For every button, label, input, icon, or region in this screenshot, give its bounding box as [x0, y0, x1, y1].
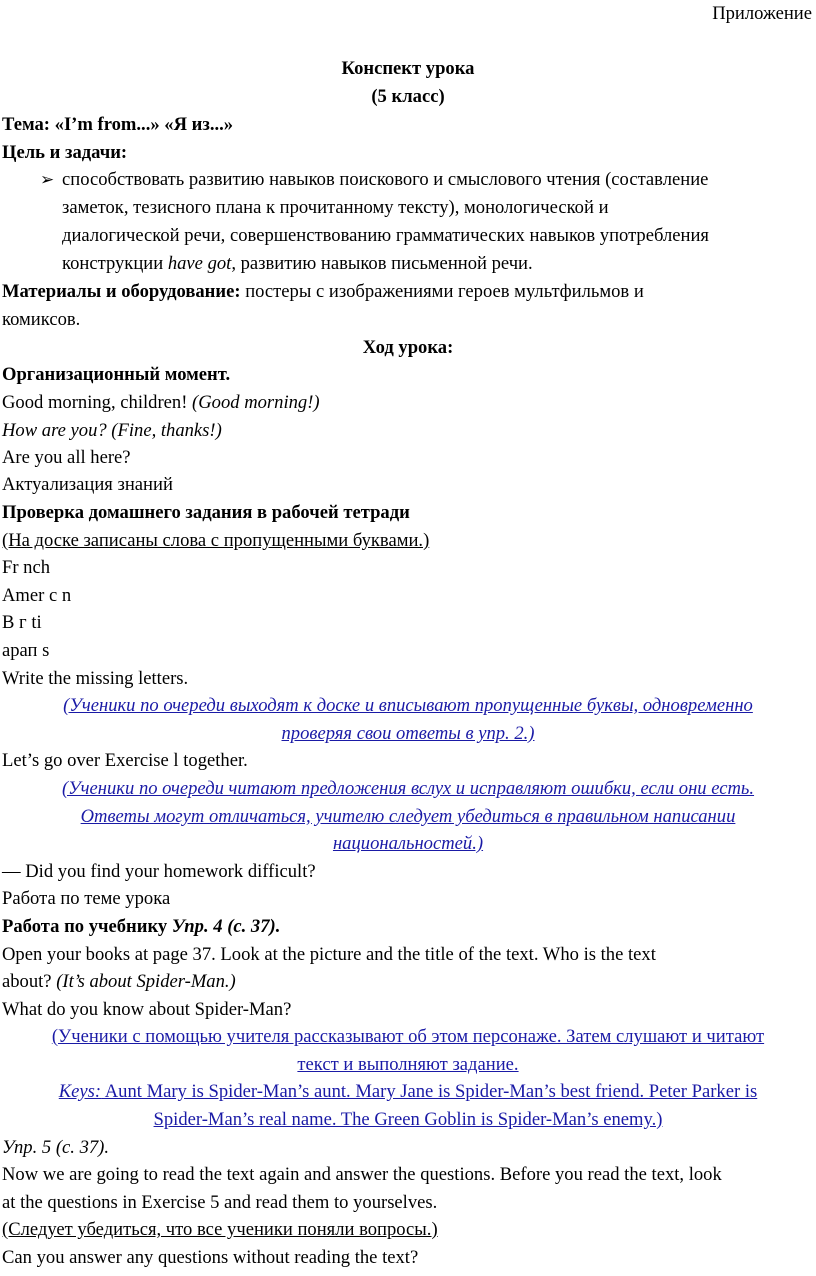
teacher-note: текст и выполняют задание.: [297, 1054, 519, 1075]
keys-label: Keys:: [58, 1081, 102, 1102]
teacher-note: проверяя свои ответы в упр. 2.): [281, 723, 535, 744]
goals-line: способствовать развитию навыков поискового и смыслового чтения (составление: [62, 169, 709, 190]
goals-line: диалогической речи, совершенствованию грамматических навыков употребления: [62, 225, 709, 246]
bullet-arrow-icon: ➢: [40, 170, 55, 189]
board-note: (На доске записаны слова с пропущенными буквами.): [2, 530, 430, 551]
about-line: [2, 968, 812, 996]
textbook-label: Работа по учебнику: [2, 916, 172, 937]
keys-line: [0, 1078, 816, 1106]
goals-line: заметок, тезисного плана к прочитанному тексту), монологической и: [62, 197, 609, 218]
materials-cont: комиксов.: [2, 309, 81, 330]
open-books: Open your books at page 37. Look at the picture and the title of the text. Who is the text: [2, 944, 656, 965]
goals-construction: have got,: [167, 253, 236, 274]
teacher-note: Ответы могут отличаться, учителю следует убедиться в правильном написании: [80, 806, 736, 827]
topic-line: [2, 111, 812, 139]
word-item: Amer с n: [2, 585, 72, 606]
goals-line: [62, 250, 812, 278]
know-question: What do you know about Spider-Man?: [2, 999, 292, 1020]
actualization: Актуализация знаний: [2, 474, 173, 495]
topic-value: «I’m from...» «Я из...»: [54, 114, 234, 135]
homework-heading: Проверка домашнего задания в рабочей тетради: [2, 502, 410, 523]
exercise-5: Упр. 5 (с. 37).: [2, 1137, 110, 1158]
course-heading: Ход урока:: [362, 337, 454, 358]
org-heading: Организационный момент.: [2, 364, 231, 385]
materials-line: [2, 278, 812, 306]
about-text: about?: [2, 971, 57, 992]
all-here: Are you all here?: [2, 447, 131, 468]
keys-line: Spider-Man’s real name. The Green Goblin is Spider-Man’s enemy.): [153, 1109, 663, 1130]
topic-work: Работа по теме урока: [2, 888, 171, 909]
teacher-note: (Ученики по очереди выходят к доске и вписывают пропущенные буквы, одновременно: [63, 695, 753, 716]
materials-label: Материалы и оборудование:: [2, 281, 241, 302]
teacher-note: (Ученики с помощью учителя рассказывают об этом персонаже. Затем слушают и читают: [51, 1026, 765, 1047]
difficult-question: — Did you find your homework difficult?: [2, 861, 316, 882]
greeting-line: [2, 389, 812, 417]
greeting: Good morning, children!: [2, 392, 193, 413]
about-answer: (It’s about Spider-Man.): [56, 971, 236, 992]
instruction: Write the missing letters.: [2, 668, 189, 689]
goals-text: конструкции: [62, 253, 168, 274]
goals-label: Цель и задачи:: [2, 142, 128, 163]
check-note: (Следует убедиться, что все ученики поняли вопросы.): [2, 1219, 438, 1240]
can-answer: Can you answer any questions without reading the text?: [2, 1247, 419, 1268]
read-again: Now we are going to read the text again and answer the questions. Before you read the text, look: [2, 1164, 722, 1185]
lesson-title: Конспект урока: [341, 58, 475, 79]
lesson-grade: (5 класс): [371, 86, 445, 107]
read-again: at the questions in Exercise 5 and read them to yourselves.: [2, 1192, 438, 1213]
teacher-note: (Ученики по очереди читают предложения вслух и исправляют ошибки, если они есть.: [61, 778, 755, 799]
how-are-you: How are you? (Fine, thanks!): [2, 420, 222, 441]
word-item: арап s: [2, 640, 50, 661]
textbook-exercise: Упр. 4 (с. 37).: [171, 916, 281, 937]
topic-label: Тема:: [2, 114, 50, 135]
textbook-heading: [2, 913, 812, 941]
exercise-line: Let’s go over Exercise l together.: [2, 750, 248, 771]
word-item: В г ti: [2, 612, 42, 633]
word-item: Fr nch: [2, 557, 51, 578]
greeting-reply: (Good morning!): [192, 392, 320, 413]
teacher-note: национальностей.): [332, 833, 484, 854]
appendix-label: Приложение: [712, 3, 812, 24]
keys-text: Aunt Mary is Spider-Man’s aunt. Mary Jane is Spider-Man’s best friend. Peter Parker is: [101, 1081, 758, 1102]
materials-value: постеры с изображениями героев мультфильмов и: [240, 281, 644, 302]
goals-text: развитию навыков письменной речи.: [235, 253, 533, 274]
